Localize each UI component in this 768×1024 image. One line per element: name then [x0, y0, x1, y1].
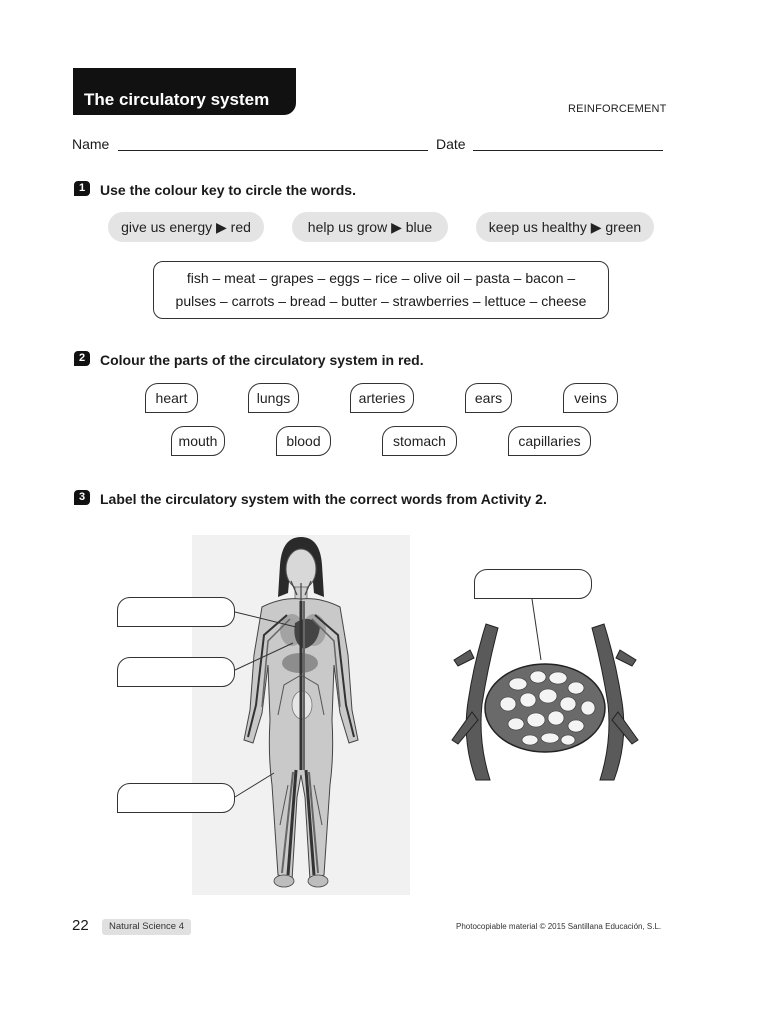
- activity-3-instruction: Label the circulatory system with the correct words from Activity 2.: [100, 491, 547, 507]
- activity-3-number: 3: [74, 490, 90, 505]
- activity-2-number: 2: [74, 351, 90, 366]
- chip-lungs[interactable]: lungs: [248, 383, 299, 413]
- word-list-line-2[interactable]: pulses – carrots – bread – butter – strawberries – lettuce – cheese: [175, 293, 587, 309]
- key-grow: help us grow ▶ blue: [292, 212, 448, 242]
- section-tag: REINFORCEMENT: [568, 103, 667, 115]
- page-title: The circulatory system: [73, 68, 296, 115]
- page-number: 22: [72, 917, 89, 934]
- chip-heart[interactable]: heart: [145, 383, 198, 413]
- name-label: Name: [72, 136, 110, 152]
- date-label: Date: [436, 136, 466, 152]
- chip-blood[interactable]: blood: [276, 426, 331, 456]
- copyright-notice: Photocopiable material © 2015 Santillana Educación, S.L.: [456, 922, 662, 931]
- label-box-vessels-lower[interactable]: [117, 783, 235, 813]
- capillary-illustration-panel: [448, 622, 642, 782]
- book-title-badge: Natural Science 4: [102, 919, 191, 935]
- chip-capillaries[interactable]: capillaries: [508, 426, 591, 456]
- chip-arteries[interactable]: arteries: [350, 383, 414, 413]
- chip-stomach[interactable]: stomach: [382, 426, 457, 456]
- activity-1-number: 1: [74, 181, 90, 196]
- label-box-capillaries[interactable]: [474, 569, 592, 599]
- capillary-network-icon: [448, 622, 642, 782]
- activity-2-instruction: Colour the parts of the circulatory system in red.: [100, 352, 424, 368]
- label-box-vessels-upper[interactable]: [117, 657, 235, 687]
- chip-mouth[interactable]: mouth: [171, 426, 225, 456]
- chip-ears[interactable]: ears: [465, 383, 512, 413]
- activity-1-instruction: Use the colour key to circle the words.: [100, 182, 356, 198]
- chip-veins[interactable]: veins: [563, 383, 618, 413]
- key-energy: give us energy ▶ red: [108, 212, 264, 242]
- label-box-heart-area[interactable]: [117, 597, 235, 627]
- key-healthy: keep us healthy ▶ green: [476, 212, 654, 242]
- word-list-line-1[interactable]: fish – meat – grapes – eggs – rice – olive oil – pasta – bacon –: [186, 270, 576, 286]
